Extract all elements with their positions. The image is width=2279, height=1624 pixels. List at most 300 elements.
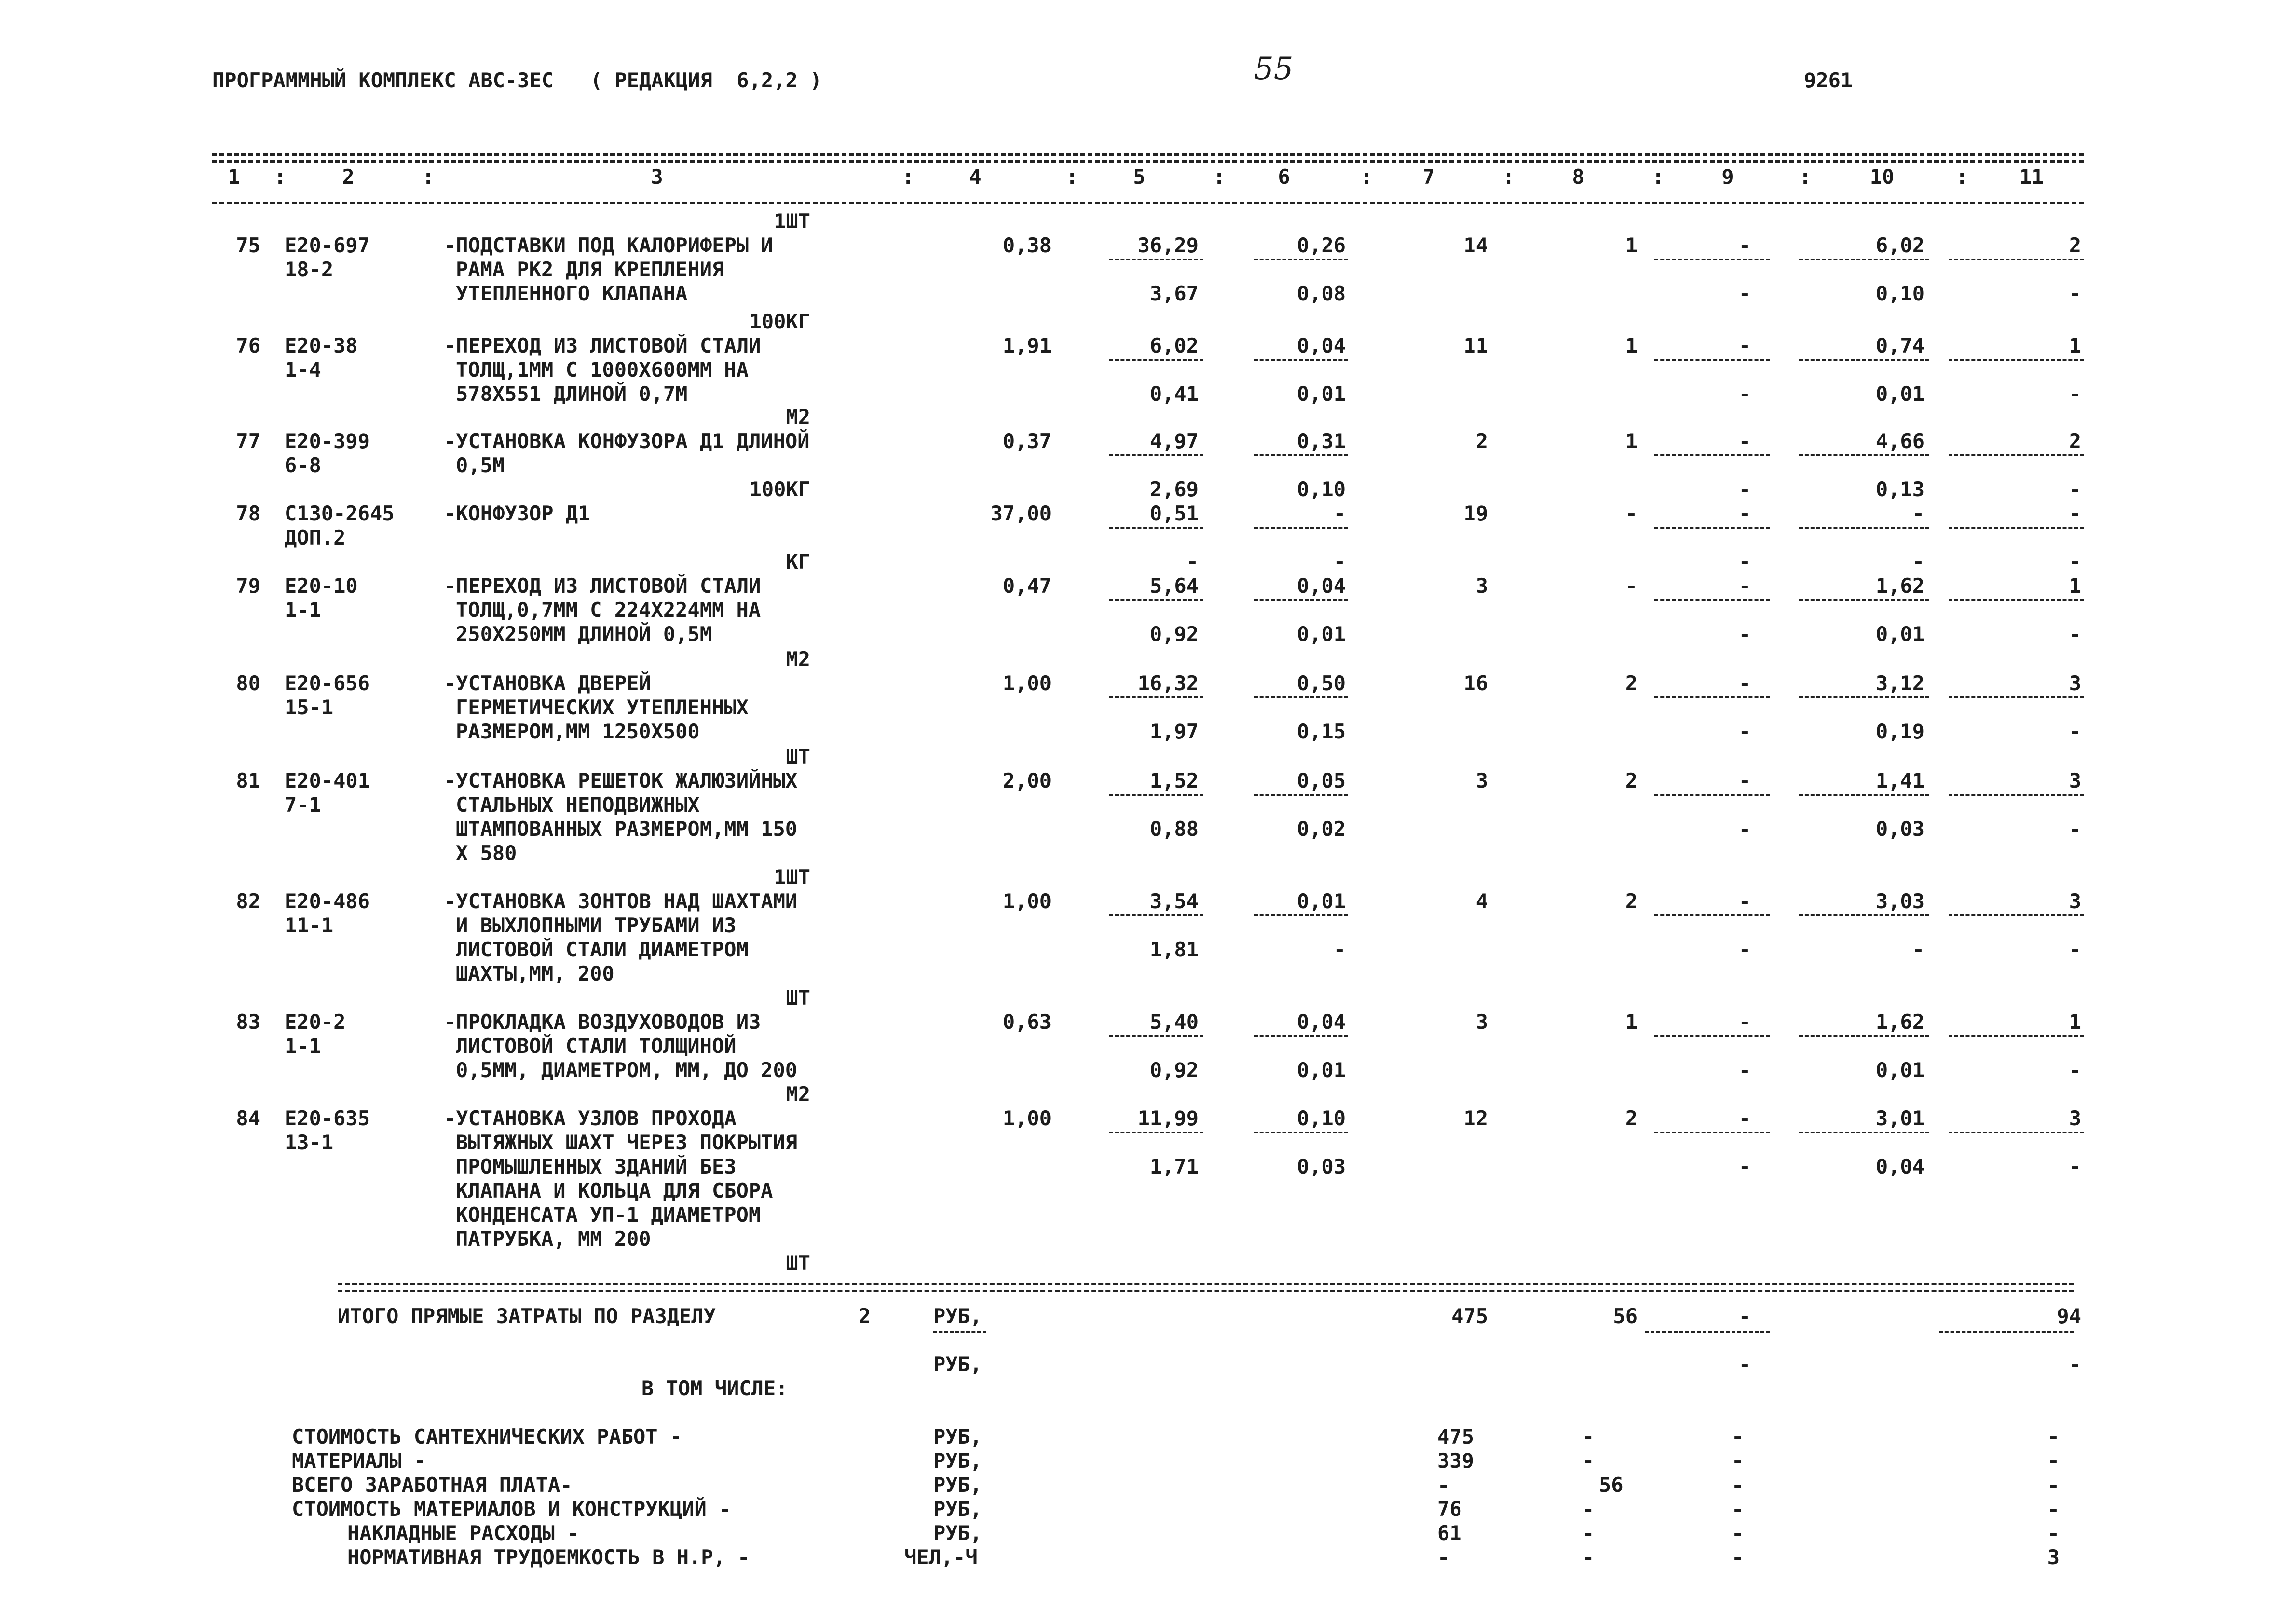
col10-divider — [1799, 454, 1929, 456]
unit-cost-machines: 1,81 — [1149, 938, 1199, 961]
column-separator: : — [1652, 165, 1665, 189]
labor-hours-sub: - — [1912, 550, 1924, 573]
unit-wage: 0,04 — [1296, 574, 1346, 598]
total-labor-sub: - — [2069, 720, 2081, 743]
summary-unit: РУБ, — [933, 1425, 983, 1448]
work-description: Х 580 — [456, 841, 517, 865]
cost-divider — [1109, 359, 1203, 361]
totals-unit: РУБ, — [933, 1304, 983, 1328]
summary-machines: - — [1732, 1473, 1744, 1497]
total-labor-sub: - — [2069, 282, 2081, 305]
summary-labor: - — [2047, 1473, 2060, 1497]
column-separator: : — [1956, 165, 1968, 189]
cost-divider — [1109, 914, 1203, 916]
unit-cost-machines: 0,88 — [1149, 817, 1199, 841]
unit-cost-machines: 0,92 — [1149, 1058, 1199, 1082]
unit-wage-machines: 0,01 — [1296, 622, 1346, 646]
row-number: 78 — [236, 502, 260, 525]
machine-cost: - — [1738, 233, 1751, 257]
wage-divider — [1254, 259, 1348, 260]
unit-wage: 0,04 — [1296, 334, 1346, 357]
total-wage: - — [1625, 574, 1638, 598]
total-wage: 2 — [1625, 671, 1638, 695]
unit-wage: - — [1333, 502, 1346, 525]
total-wage: 1 — [1625, 429, 1638, 453]
wage-divider — [1254, 599, 1348, 601]
norm-code: Е20-656 — [285, 671, 370, 695]
column-separator: : — [274, 165, 287, 189]
summary-cost: 475 — [1437, 1425, 1474, 1448]
program-title: ПРОГРАММНЫЙ КОМПЛЕКС АВС-3ЕС ( РЕДАКЦИЯ 6,2,2 ) — [212, 68, 822, 92]
work-description: ПРОМЫШЛЕННЫХ ЗДАНИЙ БЕЗ — [456, 1155, 737, 1178]
wage-divider — [1254, 1035, 1348, 1037]
col9-divider — [1654, 599, 1770, 601]
row-number: 83 — [236, 1010, 260, 1034]
work-description: КОНДЕНСАТА УП-1 ДИАМЕТРОМ — [456, 1203, 761, 1227]
summary-cost: 76 — [1437, 1497, 1462, 1521]
total-cost: 14 — [1463, 233, 1488, 257]
summary-labor: - — [2047, 1425, 2060, 1448]
column-header-11: 11 — [2019, 165, 2044, 189]
column-separator: : — [902, 165, 914, 189]
work-description: -ПЕРЕХОД ИЗ ЛИСТОВОЙ СТАЛИ — [444, 334, 761, 357]
wage-divider — [1254, 794, 1348, 796]
unit-wage-machines: 0,02 — [1296, 817, 1346, 841]
unit-label: 100КГ — [749, 310, 810, 333]
unit-label: ШТ — [786, 1251, 810, 1275]
row-number: 79 — [236, 574, 260, 598]
totals-label: ИТОГО ПРЯМЫЕ ЗАТРАТЫ ПО РАЗДЕЛУ — [338, 1304, 716, 1328]
norm-subcode: ДОП.2 — [285, 526, 346, 549]
unit-cost: 36,29 — [1137, 233, 1199, 257]
col9-divider — [1654, 696, 1770, 698]
labor-hours-sub: 0,01 — [1875, 622, 1924, 646]
unit-wage: 0,26 — [1296, 233, 1346, 257]
total-wage: 2 — [1625, 1106, 1638, 1130]
col10-divider — [1799, 599, 1929, 601]
col9-divider — [1654, 454, 1770, 456]
totals-machines-sub: - — [1738, 1352, 1751, 1376]
wage-divider — [1254, 696, 1348, 698]
col11-divider — [1949, 599, 2084, 601]
norm-code: Е20-697 — [285, 233, 370, 257]
machine-cost-sub: - — [1738, 1155, 1751, 1178]
norm-subcode: 15-1 — [285, 696, 334, 719]
totals-section: 2 — [859, 1304, 871, 1328]
totals-labor-sub: - — [2069, 1352, 2081, 1376]
total-labor: 3 — [2069, 671, 2081, 695]
labor-hours: 0,74 — [1875, 334, 1924, 357]
row-number: 82 — [236, 889, 260, 913]
work-description: 0,5ММ, ДИАМЕТРОМ, ММ, ДО 200 — [456, 1058, 798, 1082]
total-labor: - — [2069, 502, 2081, 525]
labor-hours-sub: 0,04 — [1875, 1155, 1924, 1178]
cost-divider — [1109, 1132, 1203, 1133]
summary-machines: - — [1732, 1425, 1744, 1448]
summary-label: СТОИМОСТЬ МАТЕРИАЛОВ И КОНСТРУКЦИЙ - — [292, 1497, 731, 1521]
totals-cost: 475 — [1451, 1304, 1488, 1328]
unit-cost-machines: 1,97 — [1149, 720, 1199, 743]
work-description: ГЕРМЕТИЧЕСКИХ УТЕПЛЕННЫХ — [456, 696, 749, 719]
summary-label: СТОИМОСТЬ САНТЕХНИЧЕСКИХ РАБОТ - — [292, 1425, 682, 1448]
quantity: 0,38 — [1002, 233, 1051, 257]
norm-code: Е20-401 — [285, 769, 370, 792]
unit-wage-machines: 0,03 — [1296, 1155, 1346, 1178]
summary-labor: 3 — [2047, 1545, 2060, 1569]
col9-divider — [1654, 1035, 1770, 1037]
total-labor-sub: - — [2069, 938, 2081, 961]
norm-subcode: 1-4 — [285, 358, 321, 382]
labor-hours: - — [1912, 502, 1924, 525]
total-wage: 1 — [1625, 1010, 1638, 1034]
norm-subcode: 11-1 — [285, 914, 334, 937]
labor-hours-sub: 0,13 — [1875, 478, 1924, 501]
unit-cost-machines: - — [1186, 550, 1199, 573]
summary-machines: - — [1732, 1497, 1744, 1521]
total-labor-sub: - — [2069, 478, 2081, 501]
summary-label: НАКЛАДНЫЕ РАСХОДЫ - — [347, 1521, 579, 1545]
labor-hours-sub: 0,01 — [1875, 382, 1924, 406]
machine-cost: - — [1738, 429, 1751, 453]
col10-divider — [1799, 794, 1929, 796]
col11-divider — [1949, 259, 2084, 260]
unit-wage-machines: - — [1333, 938, 1346, 961]
machine-cost-sub: - — [1738, 720, 1751, 743]
unit-wage-machines: - — [1333, 550, 1346, 573]
quantity: 0,47 — [1002, 574, 1051, 598]
work-description: И ВЫХЛОПНЫМИ ТРУБАМИ ИЗ — [456, 914, 737, 937]
labor-hours-sub: 0,03 — [1875, 817, 1924, 841]
totals-unit: РУБ, — [933, 1352, 983, 1376]
totals-labor: 94 — [2057, 1304, 2081, 1328]
cost-divider — [1109, 599, 1203, 601]
total-cost: 2 — [1475, 429, 1488, 453]
norm-code: Е20-10 — [285, 574, 358, 598]
work-description: -УСТАНОВКА ЗОНТОВ НАД ШАХТАМИ — [444, 889, 798, 913]
summary-unit: ЧЕЛ,-Ч — [904, 1545, 978, 1569]
column-separator: : — [1213, 165, 1226, 189]
wage-divider — [1254, 1132, 1348, 1133]
column-header-1: 1 — [228, 165, 240, 189]
summary-machines: - — [1732, 1545, 1744, 1569]
totals-wage: 56 — [1613, 1304, 1638, 1328]
unit-label: М2 — [786, 647, 810, 671]
total-cost: 12 — [1463, 1106, 1488, 1130]
wage-divider — [1254, 454, 1348, 456]
work-description: -ПЕРЕХОД ИЗ ЛИСТОВОЙ СТАЛИ — [444, 574, 761, 598]
summary-label: НОРМАТИВНАЯ ТРУДОЕМКОСТЬ В Н.Р, - — [347, 1545, 750, 1569]
work-description: ТОЛЩ,1ММ С 1000Х600ММ НА — [456, 358, 749, 382]
work-description: -УСТАНОВКА УЗЛОВ ПРОХОДА — [444, 1106, 737, 1130]
col9-divider — [1645, 1331, 1770, 1333]
total-labor-sub: - — [2069, 817, 2081, 841]
labor-hours-sub: - — [1912, 938, 1924, 961]
labor-hours-sub: 0,01 — [1875, 1058, 1924, 1082]
machine-cost: - — [1738, 574, 1751, 598]
unit-wage: 0,50 — [1296, 671, 1346, 695]
summary-wage: - — [1582, 1521, 1595, 1545]
col10-divider — [1799, 527, 1929, 529]
unit-label: 1ШТ — [774, 865, 810, 889]
work-description: -УСТАНОВКА КОНФУЗОРА Д1 ДЛИНОЙ — [444, 429, 810, 453]
cost-divider — [1109, 527, 1203, 529]
work-description: -КОНФУЗОР Д1 — [444, 502, 590, 525]
col11-divider — [1949, 914, 2084, 916]
total-labor-sub: - — [2069, 1058, 2081, 1082]
unit-wage: 0,04 — [1296, 1010, 1346, 1034]
summary-cost: 339 — [1437, 1449, 1474, 1473]
labor-hours-sub: 0,19 — [1875, 720, 1924, 743]
col10-divider — [1799, 1132, 1929, 1133]
quantity: 0,37 — [1002, 429, 1051, 453]
unit-wage-machines: 0,01 — [1296, 382, 1346, 406]
unit-label: М2 — [786, 1082, 810, 1106]
column-header-4: 4 — [969, 165, 982, 189]
totals-rule — [338, 1283, 2074, 1285]
total-cost: 3 — [1475, 574, 1488, 598]
norm-subcode: 18-2 — [285, 258, 334, 281]
row-number: 75 — [236, 233, 260, 257]
unit-wage-machines: 0,10 — [1296, 478, 1346, 501]
labor-hours-sub: 0,10 — [1875, 282, 1924, 305]
labor-hours: 1,62 — [1875, 1010, 1924, 1034]
summary-labor: - — [2047, 1497, 2060, 1521]
machine-cost-sub: - — [1738, 550, 1751, 573]
norm-code: Е20-399 — [285, 429, 370, 453]
work-description: 250Х250ММ ДЛИНОЙ 0,5М — [456, 622, 712, 646]
col10-divider — [1799, 696, 1929, 698]
summary-cost: 61 — [1437, 1521, 1462, 1545]
document-number: 9261 — [1804, 68, 1853, 92]
quantity: 37,00 — [990, 502, 1051, 525]
work-description: ЛИСТОВОЙ СТАЛИ ДИАМЕТРОМ — [456, 938, 749, 961]
page-number: 55 — [1254, 51, 1294, 87]
unit-wage: 0,05 — [1296, 769, 1346, 792]
col9-divider — [1654, 259, 1770, 260]
unit-cost-machines: 3,67 — [1149, 282, 1199, 305]
unit-cost: 16,32 — [1137, 671, 1199, 695]
col11-divider — [1949, 359, 2084, 361]
work-description: КЛАПАНА И КОЛЬЦА ДЛЯ СБОРА — [456, 1179, 773, 1202]
machine-cost: - — [1738, 671, 1751, 695]
summary-machines: - — [1732, 1449, 1744, 1473]
machine-cost: - — [1738, 889, 1751, 913]
col11-divider — [1949, 1132, 2084, 1133]
total-cost: 11 — [1463, 334, 1488, 357]
unit-cost-machines: 0,92 — [1149, 622, 1199, 646]
summary-unit: РУБ, — [933, 1449, 983, 1473]
summary-unit: РУБ, — [933, 1521, 983, 1545]
cost-divider — [1109, 259, 1203, 260]
column-header-9: 9 — [1721, 165, 1734, 189]
column-header-8: 8 — [1572, 165, 1584, 189]
work-description: УТЕПЛЕННОГО КЛАПАНА — [456, 282, 688, 305]
machine-cost-sub: - — [1738, 282, 1751, 305]
col11-divider — [1949, 527, 2084, 529]
summary-unit: РУБ, — [933, 1473, 983, 1497]
work-description: РАЗМЕРОМ,ММ 1250Х500 — [456, 720, 700, 743]
column-separator: : — [422, 165, 435, 189]
machine-cost-sub: - — [1738, 817, 1751, 841]
quantity: 1,00 — [1002, 1106, 1051, 1130]
work-description: 578Х551 ДЛИНОЙ 0,7М — [456, 382, 688, 406]
machine-cost: - — [1738, 1106, 1751, 1130]
cost-divider — [1109, 794, 1203, 796]
total-cost: 19 — [1463, 502, 1488, 525]
col10-divider — [1799, 259, 1929, 260]
machine-cost: - — [1738, 1010, 1751, 1034]
cost-divider — [1109, 1035, 1203, 1037]
unit-cost: 6,02 — [1149, 334, 1199, 357]
machine-cost-sub: - — [1738, 478, 1751, 501]
unit-cost: 4,97 — [1149, 429, 1199, 453]
summary-unit: РУБ, — [933, 1497, 983, 1521]
labor-hours: 3,03 — [1875, 889, 1924, 913]
labor-hours: 3,12 — [1875, 671, 1924, 695]
including-heading: В ТОМ ЧИСЛЕ: — [641, 1377, 788, 1400]
col11-divider — [1949, 1035, 2084, 1037]
work-description: -ПРОКЛАДКА ВОЗДУХОВОДОВ ИЗ — [444, 1010, 761, 1034]
labor-hours: 1,62 — [1875, 574, 1924, 598]
unit-wage-machines: 0,01 — [1296, 1058, 1346, 1082]
work-description: ВЫТЯЖНЫХ ШАХТ ЧЕРЕЗ ПОКРЫТИЯ — [456, 1131, 798, 1154]
labor-hours: 1,41 — [1875, 769, 1924, 792]
total-labor-sub: - — [2069, 622, 2081, 646]
row-number: 77 — [236, 429, 260, 453]
total-wage: - — [1625, 502, 1638, 525]
unit-label: 100КГ — [749, 478, 810, 501]
norm-code: Е20-486 — [285, 889, 370, 913]
summary-label: МАТЕРИАЛЫ - — [292, 1449, 426, 1473]
quantity: 0,63 — [1002, 1010, 1051, 1034]
quantity: 1,91 — [1002, 334, 1051, 357]
unit-wage-machines: 0,08 — [1296, 282, 1346, 305]
work-description: ТОЛЩ,0,7ММ С 224Х224ММ НА — [456, 598, 761, 622]
column-header-3: 3 — [651, 165, 663, 189]
unit-cost: 1,52 — [1149, 769, 1199, 792]
column-header-5: 5 — [1133, 165, 1146, 189]
work-description: 0,5М — [456, 453, 505, 477]
total-cost: 3 — [1475, 769, 1488, 792]
wage-divider — [1254, 359, 1348, 361]
unit-label: ШТ — [786, 986, 810, 1010]
summary-wage: - — [1582, 1449, 1595, 1473]
column-header-10: 10 — [1870, 165, 1895, 189]
col11-divider — [1949, 454, 2084, 456]
unit-wage: 0,10 — [1296, 1106, 1346, 1130]
total-wage: 1 — [1625, 334, 1638, 357]
table-header-rule — [212, 202, 2084, 204]
col10-divider — [1799, 359, 1929, 361]
work-description: ПАТРУБКА, ММ 200 — [456, 1227, 651, 1251]
summary-wage: 56 — [1599, 1473, 1624, 1497]
total-labor: 1 — [2069, 1010, 2081, 1034]
unit-label: М2 — [786, 405, 810, 429]
unit-cost: 5,64 — [1149, 574, 1199, 598]
total-wage: 1 — [1625, 233, 1638, 257]
norm-subcode: 13-1 — [285, 1131, 334, 1154]
machine-cost-sub: - — [1738, 1058, 1751, 1082]
total-labor: 3 — [2069, 769, 2081, 792]
total-labor: 2 — [2069, 429, 2081, 453]
col11-divider — [1939, 1331, 2074, 1333]
cost-divider — [1109, 454, 1203, 456]
work-description: ШАХТЫ,ММ, 200 — [456, 962, 614, 985]
totals-machines: - — [1738, 1304, 1751, 1328]
norm-code: Е20-38 — [285, 334, 358, 357]
unit-cost-machines: 1,71 — [1149, 1155, 1199, 1178]
labor-hours: 6,02 — [1875, 233, 1924, 257]
total-labor-sub: - — [2069, 1155, 2081, 1178]
norm-code: Е20-2 — [285, 1010, 346, 1034]
col10-divider — [1799, 1035, 1929, 1037]
work-description: РАМА РК2 ДЛЯ КРЕПЛЕНИЯ — [456, 258, 724, 281]
col9-divider — [1654, 914, 1770, 916]
unit-wage: 0,01 — [1296, 889, 1346, 913]
unit-divider — [933, 1331, 986, 1333]
quantity: 1,00 — [1002, 671, 1051, 695]
total-labor-sub: - — [2069, 550, 2081, 573]
total-cost: 3 — [1475, 1010, 1488, 1034]
unit-wage: 0,31 — [1296, 429, 1346, 453]
row-number: 76 — [236, 334, 260, 357]
summary-label: ВСЕГО ЗАРАБОТНАЯ ПЛАТА- — [292, 1473, 573, 1497]
summary-labor: - — [2047, 1449, 2060, 1473]
summary-cost: - — [1437, 1545, 1450, 1569]
total-labor: 1 — [2069, 574, 2081, 598]
col9-divider — [1654, 359, 1770, 361]
norm-subcode: 6-8 — [285, 453, 321, 477]
column-separator: : — [1360, 165, 1373, 189]
labor-hours: 4,66 — [1875, 429, 1924, 453]
row-number: 84 — [236, 1106, 260, 1130]
wage-divider — [1254, 914, 1348, 916]
row-number: 81 — [236, 769, 260, 792]
summary-wage: - — [1582, 1545, 1595, 1569]
col10-divider — [1799, 914, 1929, 916]
unit-cost: 5,40 — [1149, 1010, 1199, 1034]
total-labor: 3 — [2069, 889, 2081, 913]
column-separator: : — [1502, 165, 1515, 189]
column-separator: : — [1799, 165, 1812, 189]
norm-code: Е20-635 — [285, 1106, 370, 1130]
quantity: 2,00 — [1002, 769, 1051, 792]
machine-cost: - — [1738, 769, 1751, 792]
work-description: ШТАМПОВАННЫХ РАЗМЕРОМ,ММ 150 — [456, 817, 798, 841]
unit-cost: 0,51 — [1149, 502, 1199, 525]
summary-wage: - — [1582, 1497, 1595, 1521]
unit-cost: 11,99 — [1137, 1106, 1199, 1130]
totals-rule — [338, 1290, 2074, 1292]
total-labor: 1 — [2069, 334, 2081, 357]
work-description: -ПОДСТАВКИ ПОД КАЛОРИФЕРЫ И — [444, 233, 773, 257]
total-labor: 2 — [2069, 233, 2081, 257]
work-description: -УСТАНОВКА РЕШЕТОК ЖАЛЮЗИЙНЫХ — [444, 769, 798, 792]
summary-cost: - — [1437, 1473, 1450, 1497]
column-separator: : — [1066, 165, 1078, 189]
table-top-rule-2 — [212, 160, 2084, 163]
row-number: 80 — [236, 671, 260, 695]
quantity: 1,00 — [1002, 889, 1051, 913]
col11-divider — [1949, 696, 2084, 698]
unit-cost-machines: 2,69 — [1149, 478, 1199, 501]
norm-subcode: 7-1 — [285, 793, 321, 817]
col9-divider — [1654, 527, 1770, 529]
summary-machines: - — [1732, 1521, 1744, 1545]
machine-cost-sub: - — [1738, 382, 1751, 406]
total-cost: 16 — [1463, 671, 1488, 695]
machine-cost-sub: - — [1738, 938, 1751, 961]
